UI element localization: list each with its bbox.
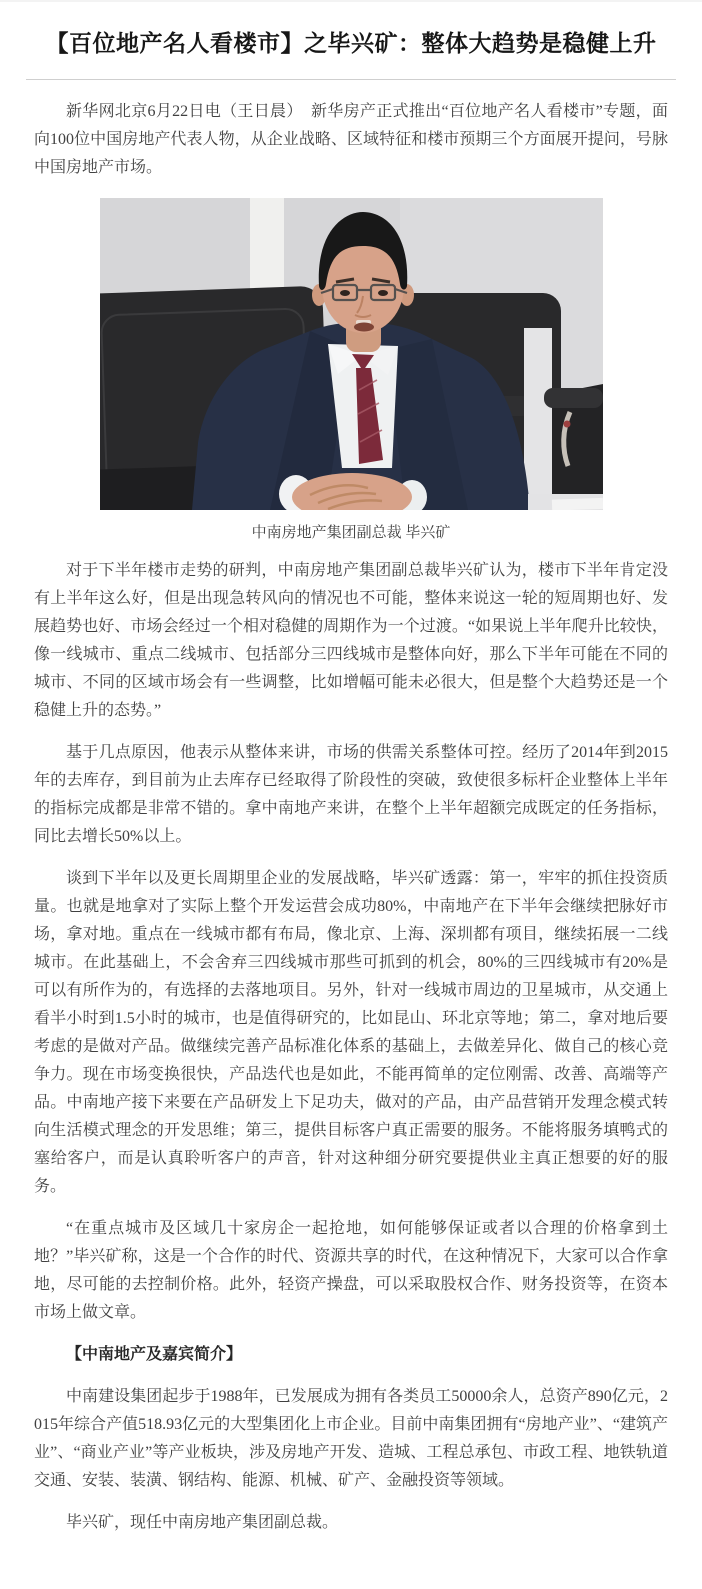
section-heading: 【中南地产及嘉宾简介】 <box>66 1346 243 1363</box>
body-paragraph-1: 对于下半年楼市走势的研判，中南房地产集团副总裁毕兴矿认为，楼市下半年肯定没有上半年这么好，但是出现急转风向的情况也不可能，整体来说这一轮的短周期也好、发展趋势也好、市场会经过一个相对稳健的周期作为一个过渡。“如果说上半年爬升比较快，像一线城市、重点二线城市、包括部分三四线城市是整体向好，那么下半年可能在不同的城市、不同的区域市场会有一些调整，比如增幅可能未必很大，但是整个大趋势还是一个稳健上升的态势。” <box>34 562 668 719</box>
article-title: 【百位地产名人看楼市】之毕兴矿：整体大趋势是稳健上升 <box>45 31 657 56</box>
photo-paper <box>551 498 602 510</box>
article-figure <box>34 198 668 543</box>
person-mouth <box>354 323 374 332</box>
body-paragraph-4: “在重点城市及区域几十家房企一起抢地，如何能够保证或者以合理的价格拿到土地？”毕兴矿称，这是一个合作的时代、资源共享的时代，在这种情况下，大家可以合作拿地，尽可能的去控制价格。此外，轻资产操盘，可以采取股权合作、财务投资等，在资本市场上做文章。 <box>34 1220 668 1321</box>
person-eye-right <box>378 290 388 296</box>
intro-paragraph-2: 毕兴矿，现任中南房地产集团副总裁。 <box>66 1514 339 1531</box>
photo-wall-gap <box>524 328 552 510</box>
lead-paragraph: 新华网北京6月22日电（王日晨） 新华房产正式推出“百位地产名人看楼市”专题，面向100位中国房地产代表人物，从企业战略、区域特征和楼市预期三个方面展开提问，号脉中国房地产市场。 <box>34 103 668 176</box>
photo-caption: 中南房地产集团副总裁 毕兴矿 <box>251 525 451 541</box>
intro-paragraph-1: 中南建设集团起步于1988年，已发展成为拥有各类员工50000余人，总资产890亿元，2015年综合产值518.93亿元的大型集团化上市企业。目前中南集团拥有“房地产业”、“建筑产业”、“商业产业”等产业板块，涉及房地产开发、造城、工程总承包、市政工程、地铁轨道交通、安装、装潢、钢结构、能源、机械、矿产、金融投资等领域。 <box>34 1388 668 1489</box>
photo-far-right-chair <box>544 384 603 510</box>
interview-photo-illustration <box>100 198 603 510</box>
person-eye-left <box>340 290 350 296</box>
article-content <box>0 80 702 1589</box>
interview-photo <box>100 198 603 510</box>
body-paragraph-2: 基于几点原因，他表示从整体来讲，市场的供需关系整体可控。经历了2014年到2015年的去库存，到目前为止去库存已经取得了阶段性的突破，致使很多标杆企业整体上半年的指标完成都是非常不错的。拿中南地产来讲，在整个上半年超额完成既定的任务指标，同比去增长50%以上。 <box>34 744 668 845</box>
body-paragraph-3: 谈到下半年以及更长周期里企业的发展战略，毕兴矿透露：第一，牢牢的抓住投资质量。也就是地拿对了实际上整个开发运营会成功80%，中南地产在下半年会继续把脉好市场，拿对地。重点在一线城市都有布局，像北京、上海、深圳都有项目，继续拓展一二线城市。在此基础上，不会舍弃三四线城市那些可抓到的机会，80%的三四线城市有20%是可以有所作为的，有选择的去落地项目。另外，针对一线城市周边的卫星城市，从交通上看半小时到1.5小时的城市，也是值得研究的，比如昆山、环北京等地；第二，拿对地后要考虑的是做对产品。做继续完善产品标准化体系的基础上，去做差异化、做自己的核心竞争力。现在市场变换很快，产品迭代也是如此，不能再简单的定位刚需、改善、高端等产品。中南地产接下来要在产品研发上下足功夫，做对的产品，由产品营销开发理念模式转向生活模式理念的开发思维；第三，提供目标客户真正需要的服务。不能将服务填鸭式的塞给客户，而是认真聆听客户的声音，针对这种细分研究要提供业主真正想要的好的服务。 <box>34 870 668 1195</box>
